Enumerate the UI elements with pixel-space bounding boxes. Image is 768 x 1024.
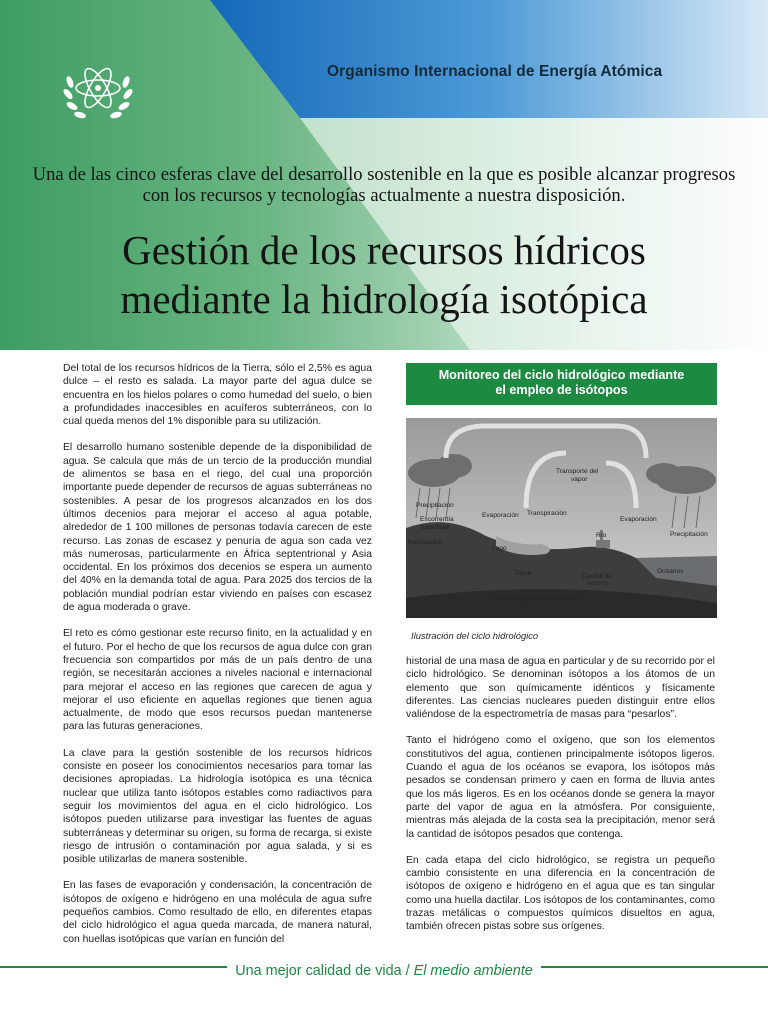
footer-italic: El medio ambiente <box>413 963 533 979</box>
paragraph: En cada etapa del ciclo hidrológico, se registra un pequeño cambio consistente en una diferencia en la concentración de isótopos de oxígeno e hidrógeno en el agua que es tan singular como una huella dactilar. Los isótopos de los contaminantes, como trazas metálicas o compuestos químicos disueltos en agua, también ofrecen pistas sobre sus orígenes. <box>406 854 715 933</box>
paragraph: El reto es cómo gestionar este recurso finito, en la actualidad y en el futuro. Por el hecho de que los recursos de agua dulce con gran frecuencia son compartidos por más de un país dentro de una región, se necesitarán acciones a niveles nacional e internacional para mejorar el acceso en las regiones que carecen de agua y mejorar el uso eficiente en aquellas regiones que tienen agua actualmente, de modo que esos recursos puedan mantenerse para las futuras generaciones. <box>63 628 372 733</box>
paragraph: La clave para la gestión sostenible de los recursos hídricos consiste en poseer los conocimientos necesarios para tomar las decisiones apropiadas. La hidrología isotópica es una técnica nuclear que utiliza tanto isótopos estables como radiactivos para seguir los movimientos del agua en el ciclo hidrológico. Los isótopos pueden utilizarse para investigar las fuentes de aguas subterráneas y determinar su origen, su forma de recarga, si existe riesgo de intrusión o contaminación por agua salada, y si es posible utilizarlas de manera sostenible. <box>63 747 372 866</box>
label-flujo: Flujo de aguas subterráneas <box>494 595 578 602</box>
figure-caption: Ilustración del ciclo hidrológico <box>411 630 539 641</box>
label-percolacion: Percolación <box>408 539 443 546</box>
paragraph: historial de una masa de agua en particular y de su recorrido por el ciclo hidrológico. Se denominan isótopos a los átomos de un elemento que son químicamente idénticos y físicamente diferentes. Las ciencias nucleares pueden distinguir entre ellos valiéndose de la espectrometría de masas para “pesarlos”. <box>406 656 715 721</box>
page-title <box>20 226 748 324</box>
page-subtitle: Una de las cinco esferas clave del desarrollo sostenible en la que es posible alcanzar progresos con los recursos y tecnologías actualmente a nuestra disposición. <box>32 164 736 206</box>
box-title-line-2: el empleo de isótopos <box>495 383 628 397</box>
header-banner <box>0 0 768 350</box>
label-rio: Río <box>596 532 607 539</box>
label-evaporacion-left: Evaporación <box>482 512 519 519</box>
label-caudal-1: Caudal de <box>582 573 613 580</box>
right-column <box>406 655 715 947</box>
paragraph: En las fases de evaporación y condensación, la concentración de isótopos de oxígeno e hidrógeno en una molécula de agua sufre pequeños cambios. Como resultado de ello, en diferentes etapas del ciclo hidrológico el agua queda marcada, de manera natural, con huellas isotópicas que varían en función del <box>63 880 372 945</box>
label-evaporacion-right: Evaporación <box>620 516 657 523</box>
label-transpiracion: Transpiración <box>527 510 567 517</box>
label-lago: Lago <box>492 545 507 552</box>
section-box-title <box>406 363 717 405</box>
paragraph: Tanto el hidrógeno como el oxígeno, que son los elementos constitutivos del agua, contienen principalmente isótopos ligeros. Cuando el agua de los océanos se evapora, los isótopos más pesados se condensan primero y caen en forma de lluvia antes que los más ligeros. Es en los océanos donde se genera la mayor parte del vapor de agua en la atmósfera. Por consiguiente, mientras más alejada de la costa sea la precipitación, menor será la cantidad de isótopos pesados que contenga. <box>406 735 715 840</box>
label-tierra: Tierra <box>514 570 531 577</box>
hydrological-cycle-illustration <box>406 418 717 618</box>
title-line-1: Gestión de los recursos hídricos <box>122 227 646 273</box>
label-escorrentia-2: superficial <box>420 524 450 531</box>
label-transporte-line2: vapor <box>571 476 588 483</box>
label-caudal-2: retorno <box>587 580 608 587</box>
left-column <box>63 362 372 959</box>
cycle-diagram <box>406 418 717 618</box>
organization-name: Organismo Internacional de Energía Atómica <box>327 63 663 80</box>
label-precipitacion-right: Precipitación <box>670 531 708 538</box>
label-oceanos: Océanos <box>657 568 684 575</box>
footer-main: Una mejor calidad de vida / <box>235 963 410 979</box>
box-title-line-1: Monitoreo del ciclo hidrológico mediante <box>438 368 685 382</box>
footer-text <box>227 963 541 979</box>
paragraph: Del total de los recursos hídricos de la Tierra, sólo el 2,5% es agua dulce – el resto es salada. La mayor parte del agua dulce se encuentra en los hielos polares o como humedad del suelo, o bien a profundidades inaccesibles en acuíferos subterráneos, con lo cual queda menos del 1% disponible para su utilización. <box>63 363 372 428</box>
label-escorrentia-1: Escorrentía <box>420 516 454 523</box>
footer <box>0 962 768 980</box>
paragraph: El desarrollo humano sostenible depende de la disponibilidad de agua. Se calcula que más de un tercio de la producción mundial de alimentos se basa en el riego, del cual una proporción importante puede depender de recursos de aguas subterráneas no sostenibles. A pesar de los progresos alcanzados en los dos últimos decenios para mejorar el acceso al agua potable, alrededor de 1 100 millones de personas todavía carecen de este recurso. Las zonas de escasez y penuria de agua son cada vez más numerosas, particularmente en África septentrional y Asia occidental. En los próximos dos decenios se espera un aumento del 40% en la demanda total de agua. Para 2025 dos tercios de la población mundial podrían estar viviendo en países con escasez de agua moderada o grave. <box>63 442 372 614</box>
title-line-2: mediante la hidrología isotópica <box>120 276 648 322</box>
label-transporte-line1: Transporte del <box>556 468 599 475</box>
iaea-emblem-icon <box>58 52 138 132</box>
label-precipitacion-left: Precipitación <box>416 502 454 509</box>
